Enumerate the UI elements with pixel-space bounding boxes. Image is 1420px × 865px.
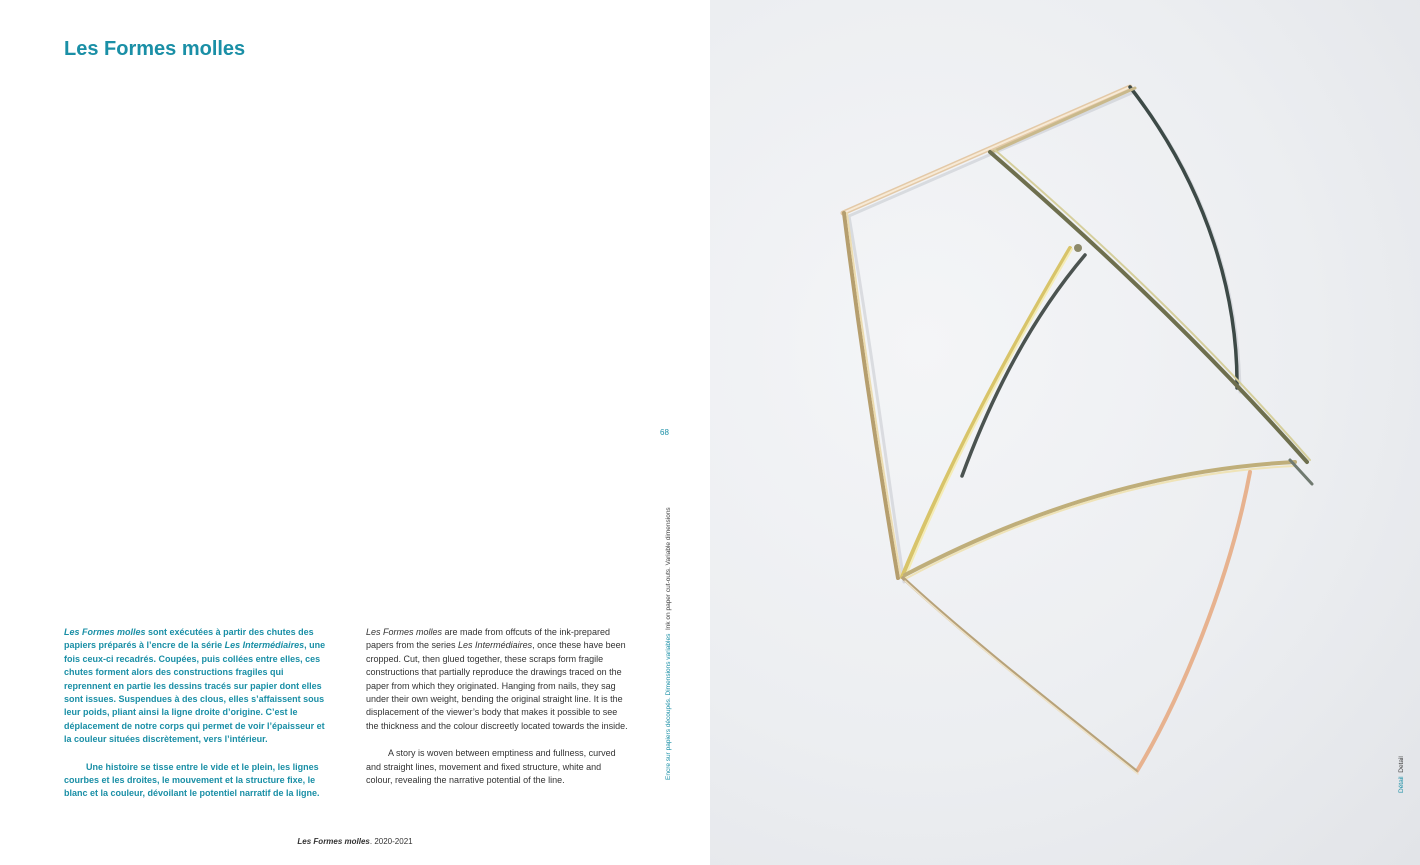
french-paragraph-2 [64,761,328,801]
detail-label-en: Detail [1398,756,1405,773]
english-paragraph-1 [366,626,628,733]
english-paragraph-2 [366,747,628,787]
vertical-caption-en: Ink on paper cut-outs. Variable dimensions [665,507,672,631]
page-title: Les Formes molles [64,38,246,60]
artwork-photo [710,0,1420,865]
caption-work-title: Les Formes molles [297,837,370,846]
detail-label-fr: Détail [1398,776,1405,793]
figure-caption [0,837,710,846]
french-paragraph-1 [64,626,328,747]
french-text-column [64,626,328,801]
detail-label [1398,756,1405,793]
english-work-title: Les Formes molles [366,627,443,637]
english-text-p2: A story is woven between emptiness and fullness, curved and straight lines, movement and fixed structure, white and colour, revealing the narrative potential of the line. [366,748,616,786]
french-text-b: , une fois ceux-ci recadrés. Coupées, puis collées entre elles, ces chutes forment alors des constructions fragiles qui reprennent en partie les dessins tracés sur papier dont elles sont issues. Suspendues à des clous, elles s’affaissent sous leur poids, pliant ainsi la ligne droite d’origine. C’est le déplacement de notre corps qui permet de voir l’épaisseur et la couleur situées discrètement, vers l’intérieur. [64,640,326,745]
page-number: 68 [660,428,669,437]
english-text-a: are made from offcuts of the ink-prepared papers from the series [366,627,610,651]
sculpture-illustration [710,0,1420,865]
caption-years: . 2020-2021 [369,837,413,846]
french-work-title: Les Formes molles [64,627,146,637]
english-text-b: , once these have been cropped. Cut, then glued together, these scraps form fragile constructions that partially reproduce the drawings traced on the paper from which they originated. Hanging from nails, they sag under their own weight, bending the original straight line. It is the displacement of the viewer’s body that makes it possible to see the thickness and the colour discreetly located towards the inside. [366,640,628,731]
vertical-caption [665,507,672,780]
french-text-a: sont exécutées à partir des chutes des papiers préparés à l’encre de la série [64,627,314,651]
french-series-title: Les Intermédiaires [224,640,305,651]
english-series-title: Les Intermédiaires [458,640,533,651]
french-text-p2: Une histoire se tisse entre le vide et le plein, les lignes courbes et les droites, le mouvement et la structure fixe, le blanc et la couleur, dévoilant le potentiel narratif de la ligne. [64,761,320,799]
english-text-column [366,626,628,787]
vertical-caption-fr: Encre sur papiers découpés. Dimensions variables [665,633,672,780]
